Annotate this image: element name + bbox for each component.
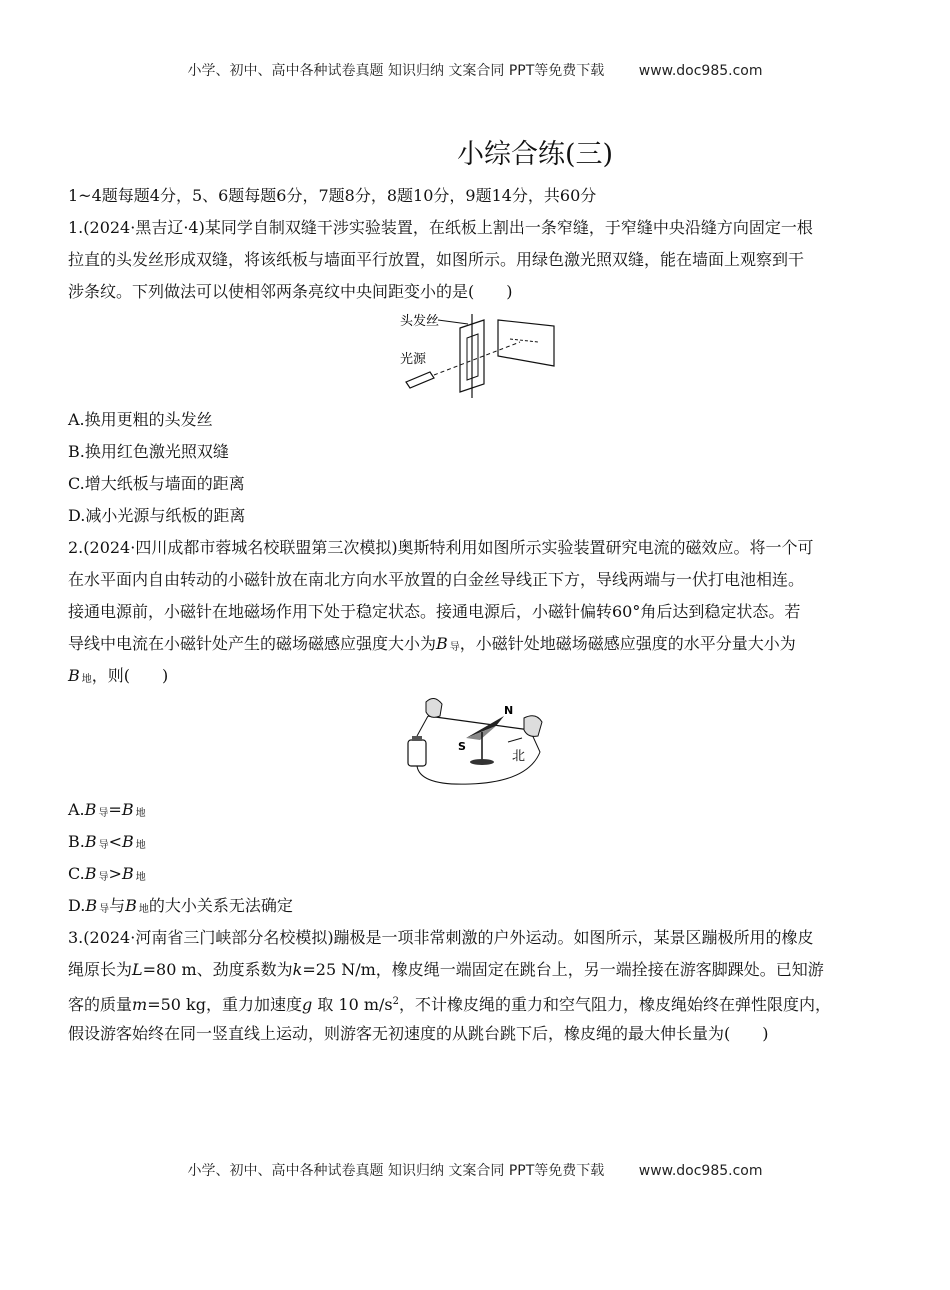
light-source: [406, 372, 434, 388]
compass-base: [470, 759, 494, 765]
compass-needle-south: [466, 726, 496, 740]
q2-option-d: D.B 导与B 地的大小关系无法确定: [68, 896, 293, 915]
q3-line-1: 3.(2024·河南省三门峡部分名校模拟)蹦极是一项非常刺激的户外运动。如图所示，某景区蹦极所用的橡皮: [68, 928, 814, 947]
page-header: [0, 60, 950, 80]
q2-line-4-b: ，小磁针处地磁场磁感应强度的水平分量大小为: [459, 634, 796, 653]
q1-line-2: 拉直的头发丝形成双缝，将该纸板与墙面平行放置，如图所示。用绿色激光照双缝，能在墙面上观察到干: [68, 250, 805, 269]
q1-option-c: C.增大纸板与墙面的距离: [68, 474, 245, 493]
q3-line-4: 假设游客始终在同一竖直线上运动，则游客无初速度的从跳台跳下后，橡皮绳的最大伸长量为( ): [68, 1024, 769, 1043]
right-hand: [524, 716, 542, 737]
page-title: 小综合练(三): [456, 139, 614, 170]
q1-line-3: 涉条纹。下列做法可以使相邻两条亮纹中央间距变小的是( ): [68, 282, 513, 301]
fig-label-hair: 头发丝: [400, 314, 440, 329]
fringe-line: [510, 339, 538, 342]
q1-figure: [390, 306, 570, 402]
symbol-b: B: [68, 666, 80, 685]
battery: [408, 740, 426, 766]
subscript-dao: 导: [449, 642, 460, 653]
scoring-line: 1~4题每题4分，5、6题每题6分，7题8分，8题10分，9题14分，共60分: [68, 186, 597, 205]
q3-line-2: 绳原长为L=80 m、劲度系数为k=25 N/m，橡皮绳一端固定在跳台上，另一端拴接在游客脚踝处。已知游: [68, 960, 824, 979]
q1-option-d: D.减小光源与纸板的距离: [68, 506, 246, 525]
q2-line-4: [68, 634, 888, 658]
label-n: N: [504, 704, 514, 717]
wall-screen: [498, 320, 554, 366]
symbol-b: B: [436, 634, 448, 653]
label-s: S: [458, 740, 466, 753]
header-site[interactable]: www.doc985.com: [638, 63, 763, 79]
q2-line-5: [68, 666, 888, 690]
q2-figure: [400, 690, 550, 790]
q2-line-2: 在水平面内自由转动的小磁针放在南北方向水平放置的白金丝导线正下方，导线两端与一伏打电池相连。: [68, 570, 805, 589]
subscript-di: 地: [81, 674, 92, 685]
q1-line-1: 1.(2024·黑吉辽·4)某同学自制双缝干涉实验装置，在纸板上割出一条窄缝，于窄缝中央沿缝方向固定一根: [68, 218, 813, 237]
left-hand: [426, 698, 442, 717]
battery-terminal: [412, 736, 422, 741]
label-north: 北: [512, 749, 526, 764]
q1-option-a: A.换用更粗的头发丝: [68, 410, 213, 429]
q2-line-4-a: 导线中电流在小磁针处产生的磁场磁感应强度大小为: [68, 634, 437, 653]
q2-option-b: B.B 导<B 地: [68, 832, 146, 851]
hair-pointer-line: [438, 320, 468, 324]
laser-beam: [434, 342, 520, 375]
q3-line-3: 客的质量m=50 kg，重力加速度g 取 10 $m/s^2$，不计橡皮绳的重力和空气阻力，橡皮绳始终在弹性限度内，: [68, 995, 832, 1014]
q2-option-c: C.B 导>B 地: [68, 864, 146, 883]
header-text: 小学、初中、高中各种试卷真题 知识归纳 文案合同 PPT等免费下载: [187, 63, 605, 79]
q2-line-3: 接通电源前，小磁针在地磁场作用下处于稳定状态。接通电源后，小磁针偏转60°角后达到稳定状态。若: [68, 602, 801, 621]
footer-site[interactable]: www.doc985.com: [638, 1163, 763, 1179]
page-footer: [0, 1160, 950, 1180]
platinum-wire: [428, 716, 530, 730]
north-arrow: [508, 738, 522, 742]
footer-text: 小学、初中、高中各种试卷真题 知识归纳 文案合同 PPT等免费下载: [187, 1163, 605, 1179]
battery-lead: [417, 716, 428, 736]
q1-option-b: B.换用红色激光照双缝: [68, 442, 229, 461]
fig-label-source: 光源: [400, 352, 427, 367]
q2-option-a: A.B 导=B 地: [68, 800, 146, 819]
q2-line-5-tail: ，则( ): [91, 666, 169, 685]
q2-line-1: 2.(2024·四川成都市蓉城名校联盟第三次模拟)奥斯特利用如图所示实验装置研究电流的磁效应。将一个可: [68, 538, 814, 557]
